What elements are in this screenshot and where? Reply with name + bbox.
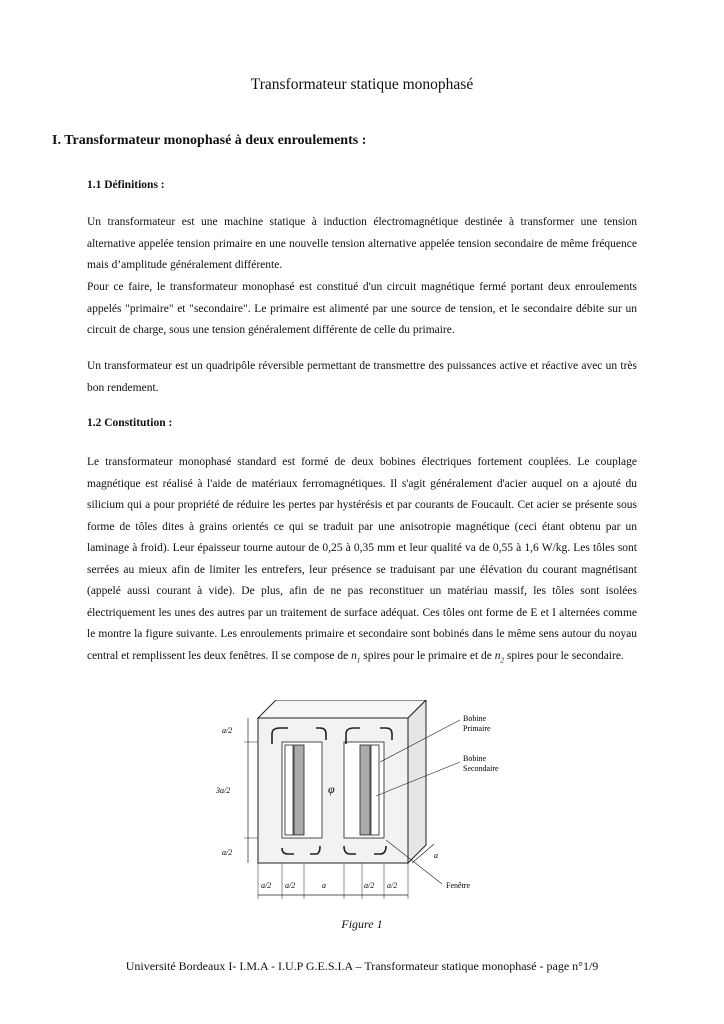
dim-label-b1: a/2: [261, 881, 272, 890]
paragraph-constitution-text-2: spires pour le primaire et de: [360, 649, 492, 662]
flux-symbol: φ: [328, 782, 335, 796]
dim-label-middle: 3a/2: [216, 786, 231, 795]
label-bobine-primaire-line2: Primaire: [463, 724, 491, 733]
symbol-n2: $n_2$: [494, 649, 505, 664]
label-bobine-secondaire-line1: Bobine: [463, 754, 487, 763]
symbol-n1: $n_1$: [351, 649, 361, 664]
label-bobine-secondaire-line2: Secondaire: [463, 764, 499, 773]
label-bobine-primaire-line1: Bobine: [463, 714, 487, 723]
label-fenetre: Fenêtre: [446, 881, 470, 890]
dim-label-b5: a/2: [387, 881, 398, 890]
subsection-constitution: 1.2 Constitution :: [87, 417, 173, 429]
dim-label-top: a/2: [222, 726, 233, 735]
coil-primary-right: [360, 745, 370, 835]
figure-caption: Figure 1: [341, 917, 383, 931]
coil-secondary-left: [285, 745, 293, 835]
paragraph-quadripole: Un transformateur est un quadripôle réversible permettant de transmettre des puissances active et réactive avec un très bon rendement.: [87, 360, 637, 394]
subsection-definitions: 1.1 Définitions :: [87, 179, 165, 191]
paragraph-construction: Pour ce faire, le transformateur monophasé est constitué d'un circuit magnétique fermé portant deux enroulements appelés "primaire" et "secondaire". Le primaire est alimenté par une source de tension, et le secondaire débite sur un circuit de charge, sous une tension généralement différente de celle du primaire.: [87, 281, 637, 336]
dim-label-b3: a: [322, 881, 326, 890]
coil-secondary-right: [371, 745, 379, 835]
core-top-face: [258, 700, 426, 718]
paragraph-constitution-text-3: spires pour le secondaire.: [504, 649, 624, 662]
core-right-face: [408, 700, 426, 863]
dim-label-bottom: a/2: [222, 848, 233, 857]
paragraph-constitution: [87, 452, 637, 671]
paragraph-constitution-text: Le transformateur monophasé standard est formé de deux bobines électriques fortement couplées. Le couplage magnétique est réalisé à l'aide de matériaux ferromagnétiques. Il s'agit généralement d'acier auquel on a ajouté du silicium qui a pour propriété de réduire les pertes par hystérésis et par courants de Foucault. Cet acier se présente sous forme de tôles dites à grains orientés ce qui se traduit par une anisotropie magnétique (ceci étant obtenu par un laminage à froid). Leur épaisseur tourne autour de 0,25 à 0,35 mm et leur qualité va de 0,55 à 1,6 W/kg. Les tôles sont serrées au mieux afin de limiter les entrefers, leur présence se traduisant par une élévation du courant magnétisant (appelé aussi courant à vide). De plus, afin de ne pas reconstituer un matériau massif, les tôles sont isolées électriquement les unes des autres par un traitement de surface adéquat. Ces tôles ont forme de E et I alternées comme le montre la figure suivante. Les enroulements primaire et secondaire sont bobinés dans le même sens autour du noyau central et remplissent les deux fenêtres. Il se compose de: [87, 456, 637, 662]
page-footer: Université Bordeaux I- I.M.A - I.U.P G.E.S.I.A – Transformateur statique monophasé - page n°1/9: [125, 959, 599, 973]
dim-label-b2: a/2: [285, 881, 296, 890]
paragraph-definition: Un transformateur est une machine statique à induction électromagnétique destinée à transformer une tension alternative appelée tension primaire en une nouvelle tension alternative appelée tension secondaire de même fréquence mais d’amplitude généralement différente.: [87, 216, 637, 271]
coil-primary-left: [294, 745, 304, 835]
transformer-diagram: [210, 700, 510, 910]
dim-label-b4: a/2: [364, 881, 375, 890]
dim-label-depth: a: [434, 851, 438, 860]
section-heading: I. Transformateur monophasé à deux enroulements :: [52, 133, 367, 148]
document-title: Transformateur statique monophasé: [250, 76, 474, 93]
